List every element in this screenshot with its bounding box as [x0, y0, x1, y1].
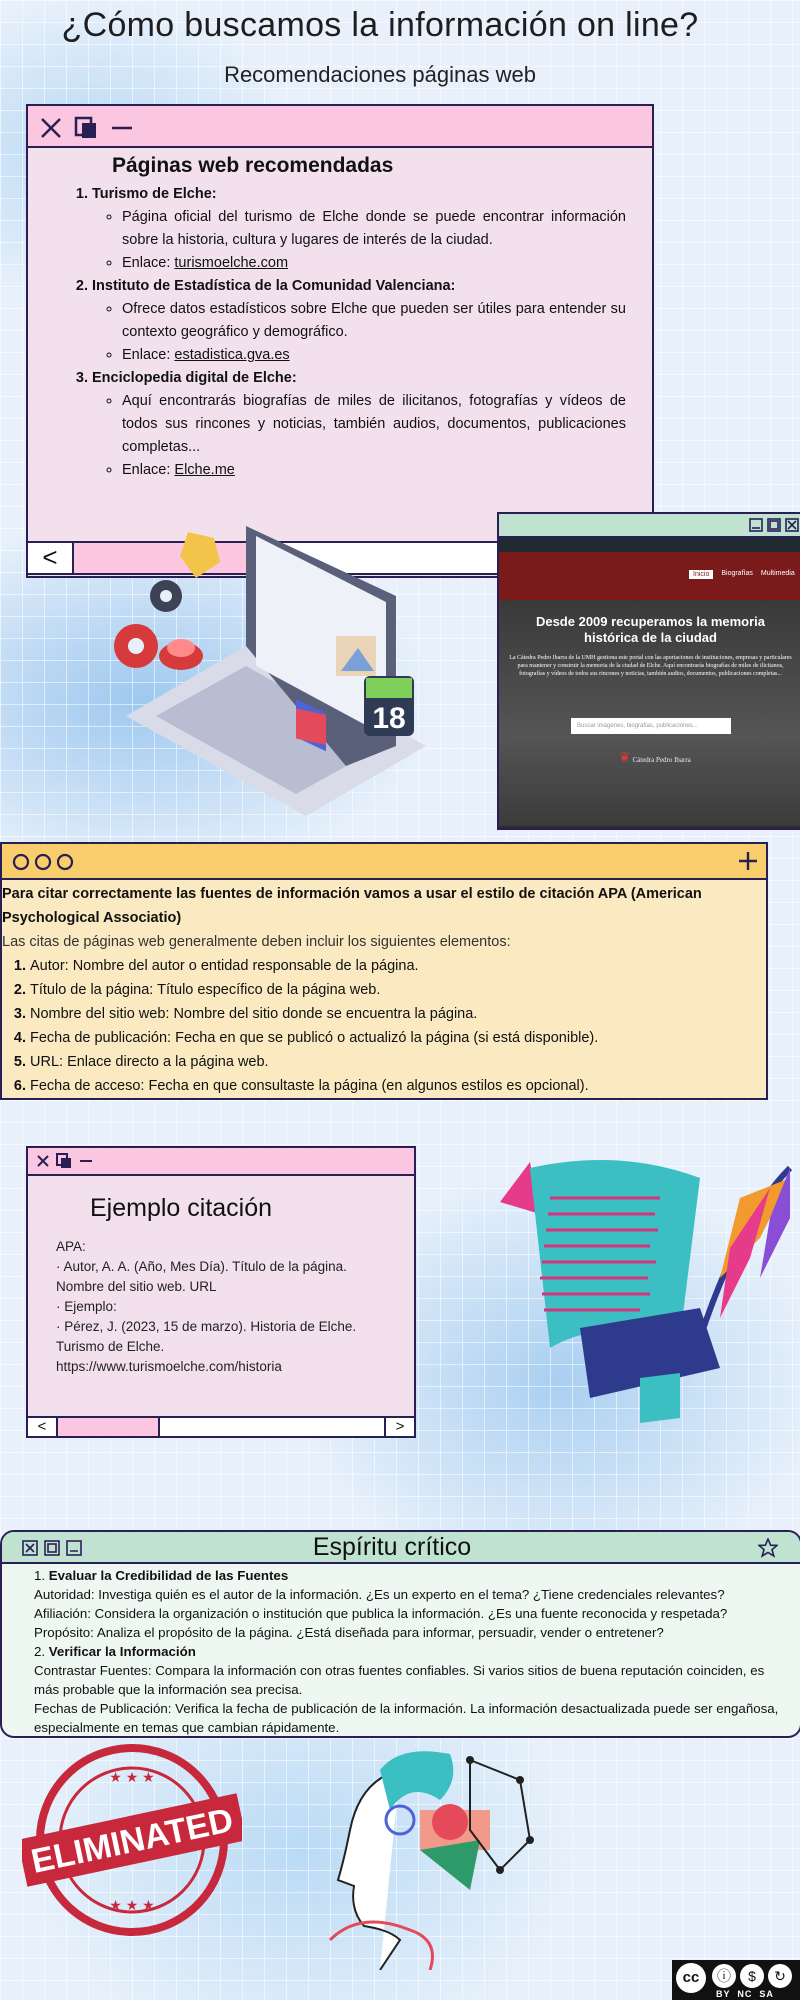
item-desc: ◦ Ofrece datos estadísticos sobre Elche que pueden ser útiles para entender su contexto geográfico y demográfico. [122, 298, 626, 344]
badge-number: 18 [372, 702, 406, 735]
restore-icon[interactable] [56, 1153, 72, 1169]
site-hero [499, 600, 800, 826]
list-item [92, 367, 626, 482]
window-title: Espíritu crítico [312, 1533, 472, 1561]
list-item: 5. URL: Enlace directo a la página web. [30, 1050, 766, 1074]
scroll-right-button[interactable]: > [384, 1418, 414, 1436]
by-icon: ⓘ [712, 1964, 736, 1988]
plus-icon[interactable] [738, 851, 758, 871]
section-2-title: 2. Verificar la Información [34, 1644, 196, 1659]
list-item: 4. Fecha de publicación: Fecha en que se publicó o actualizó la página (si está disponible). [30, 1026, 766, 1050]
browser-screenshot [497, 512, 800, 830]
critical-thinking-window [0, 1530, 800, 1738]
svg-text:★ ★ ★: ★ ★ ★ [109, 1897, 155, 1913]
close-icon[interactable] [785, 518, 799, 532]
restore-icon[interactable] [74, 116, 98, 140]
nc-icon: $ [740, 1964, 764, 1988]
list-item [92, 275, 626, 367]
horizontal-scrollbar[interactable] [26, 1416, 416, 1438]
link-turismo[interactable]: turismoelche.com [174, 255, 289, 271]
page-subtitle: Recomendaciones páginas web [224, 62, 536, 87]
back-arrow-button[interactable]: < [28, 543, 74, 573]
item-link-row: ◦ Enlace: Elche.me [122, 459, 626, 482]
apa-intro: Las citas de páginas web generalmente deben incluir los siguientes elementos: [2, 934, 511, 950]
nav-biografias[interactable]: Biografías [721, 570, 753, 577]
laptop-illustration [96, 516, 426, 826]
recommended-pages-window [26, 104, 654, 578]
item-desc: ◦ Aquí encontrarás biografías de miles de ilicitanos, fotografías y vídeos de todos sus rincones y noticias, también audios, documentos, publicaciones completas... [122, 390, 626, 459]
scroll-left-button[interactable]: < [28, 1418, 58, 1436]
pages-list [68, 183, 626, 482]
window-content [28, 148, 652, 534]
site-logo: ❦ Cátedra Pedro Ibarra [619, 751, 691, 766]
window-titlebar [28, 1148, 414, 1176]
star-icon[interactable] [758, 1538, 778, 1558]
item-desc: ◦ Página oficial del turismo de Elche donde se puede encontrar información sobre la historia, cultura y lugares de interés de la ciudad. [122, 206, 626, 252]
hero-title: Desde 2009 recuperamos la memoria histórica de la ciudad [535, 614, 766, 645]
apa-window [0, 842, 768, 1100]
scroll-quill-illustration [490, 1158, 800, 1428]
apa-intro-bold: Para citar correctamente las fuentes de información vamos a usar el estilo de citación APA (American Psychological Associatio) [2, 886, 702, 926]
site-nav [689, 570, 795, 579]
close-icon[interactable] [36, 1154, 50, 1168]
scroll-thumb[interactable] [58, 1418, 160, 1436]
minimize-icon[interactable] [110, 116, 134, 140]
list-item [92, 183, 626, 275]
maximize-icon[interactable] [767, 518, 781, 532]
close-icon[interactable] [40, 117, 62, 139]
item-title: Instituto de Estadística de la Comunidad Valenciana: [92, 278, 456, 294]
text-line: Afiliación: Considera la organización o institución que publica la información. ¿Es una fuente reconocida y respetada? [34, 1606, 728, 1621]
citation-line: APA: [56, 1239, 86, 1254]
section-1-title: 1. Evaluar la Credibilidad de las Fuentes [34, 1568, 289, 1583]
hero-text: La Cátedra Pedro Ibarra de la UMH gestiona este portal con las aportaciones de instituciones, empresas y particulares para mantener y construir la memoria de la ciudad de Elche. Aquí encontrarás biografías de miles de ilicitanos, fotografías y vídeos de todos sus rincones y noticias, también audios, documentos, publicaciones completas... [509, 655, 792, 677]
svg-text:★ ★ ★: ★ ★ ★ [109, 1769, 155, 1785]
window-titlebar [2, 1532, 800, 1564]
link-estadistica[interactable]: estadistica.gva.es [174, 347, 290, 363]
nav-multimedia[interactable]: Multimedia [760, 570, 795, 577]
citation-line: Turismo de Elche. [56, 1339, 165, 1354]
license-icons [712, 1964, 792, 1988]
citation-line: https://www.turismoelche.com/historia [56, 1359, 282, 1374]
window-dots-icon[interactable] [12, 852, 82, 872]
browser-tabs [499, 538, 800, 552]
section-heading: Páginas web recomendadas [112, 154, 394, 177]
list-item: 3. Nombre del sitio web: Nombre del sitio donde se encuentra la página. [30, 1002, 766, 1026]
minimize-icon[interactable] [78, 1153, 94, 1169]
text-line: Propósito: Analiza el propósito de la página. ¿Está diseñada para informar, persuadir, vender o entretener? [34, 1625, 664, 1640]
cc-icon: cc [676, 1963, 706, 1993]
citation-line: Nombre del sitio web. URL [56, 1279, 217, 1294]
item-title: Enciclopedia digital de Elche: [92, 370, 297, 386]
item-link-row: ◦ Enlace: estadistica.gva.es [122, 344, 626, 367]
screenshot-titlebar [499, 514, 800, 538]
example-citation-window [26, 1146, 416, 1438]
stamp-text: ELIMINATED [27, 1801, 237, 1881]
section-heading: Ejemplo citación [90, 1194, 273, 1222]
cc-license-badge [672, 1960, 800, 2000]
thinking-head-illustration [320, 1740, 560, 1970]
page-title: ¿Cómo buscamos la información on line? [61, 6, 699, 44]
list-item: 1. Autor: Nombre del autor o entidad responsable de la página. [30, 954, 766, 978]
sa-icon: ↻ [768, 1964, 792, 1988]
citation-line: · Ejemplo: [56, 1299, 117, 1314]
window-titlebar [2, 844, 766, 880]
list-item: 2. Título de la página: Título específico de la página web. [30, 978, 766, 1002]
apa-elements-list [2, 954, 766, 1098]
license-tags: BY NC SA [716, 1989, 774, 1999]
window-content [2, 880, 766, 1098]
link-elche-me[interactable]: Elche.me [174, 462, 235, 478]
text-line: Fechas de Publicación: Verifica la fecha de publicación de la información. La información desactualizada puede ser engañosa, especialmente en temas que cambian rápidamente. [34, 1701, 779, 1735]
window-titlebar [28, 106, 652, 148]
text-line: Contrastar Fuentes: Compara la información con otras fuentes confiables. Si varios sitios de buena reputación coinciden, es más probable que la información sea precisa. [34, 1663, 765, 1697]
item-title: Turismo de Elche: [92, 186, 217, 202]
eliminated-stamp [22, 1740, 242, 1940]
site-search-input[interactable]: Buscar imágenes, biografías, publicaciones... [571, 718, 731, 734]
minimize-icon[interactable] [749, 518, 763, 532]
nav-inicio[interactable]: Inicio [689, 570, 713, 579]
logo-mark-icon: ❦ [619, 751, 631, 766]
window-content [2, 1564, 800, 1737]
list-item: 6. Fecha de acceso: Fecha en que consultaste la página (en algunos estilos es opcional). [30, 1074, 766, 1098]
citation-example-text [56, 1237, 414, 1377]
item-link-row: ◦ Enlace: turismoelche.com [122, 252, 626, 275]
citation-line: · Autor, A. A. (Año, Mes Día). Título de la página. [56, 1259, 347, 1274]
citation-line: · Pérez, J. (2023, 15 de marzo). Historia de Elche. [56, 1319, 357, 1334]
site-header [499, 552, 800, 600]
text-line: Autoridad: Investiga quién es el autor de la información. ¿Es un experto en el tema? ¿Tiene credenciales relevantes? [34, 1587, 725, 1602]
